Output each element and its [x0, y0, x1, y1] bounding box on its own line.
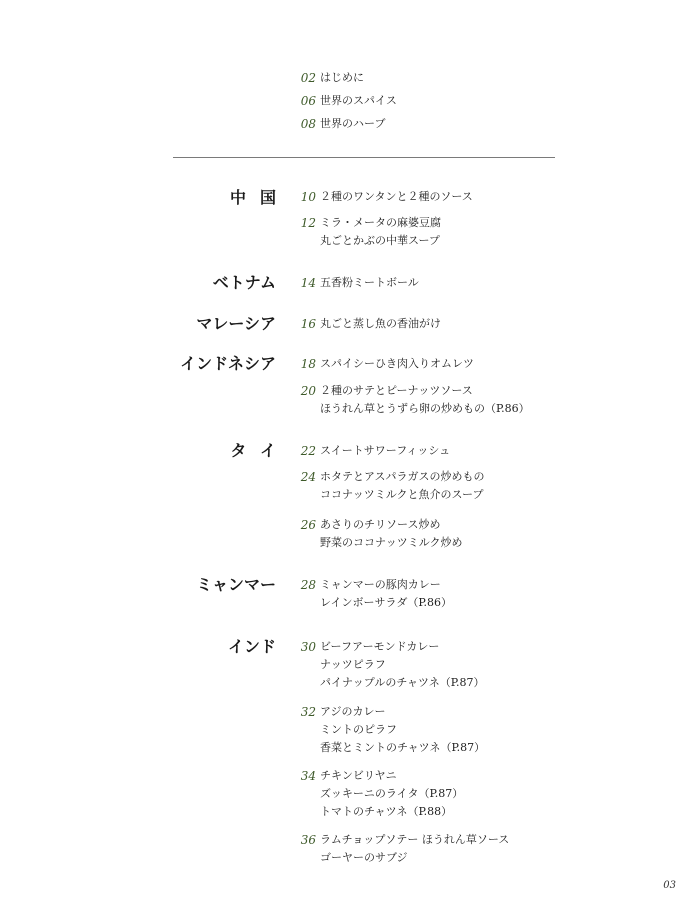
intro-entry[interactable]: [290, 92, 650, 110]
recipe-title: パイナップルのチャツネ（P.87）: [320, 676, 485, 689]
recipe-title: ビーフアーモンドカレー: [320, 640, 440, 653]
page-number: 06: [300, 94, 316, 108]
recipe-title: ミントのピラフ: [320, 723, 397, 736]
recipe-title: ゴーヤーのサブジ: [320, 851, 408, 864]
recipe-title: ズッキーニのライタ（P.87）: [320, 787, 464, 800]
country-heading-vietnam: ベトナム: [212, 273, 276, 292]
page-number: 16: [300, 317, 316, 331]
recipe-title: スパイシーひき肉入りオムレツ: [320, 357, 474, 370]
page-number: 36: [300, 833, 316, 847]
page-number: 28: [300, 578, 316, 592]
recipe-title: チキンビリヤニ: [320, 769, 397, 782]
recipe-title: ミャンマーの豚肉カレー: [320, 578, 441, 591]
page-number: 22: [300, 444, 316, 458]
recipe-title: アジのカレー: [320, 705, 386, 718]
page-number: 12: [300, 216, 316, 230]
page-number: 34: [300, 769, 316, 783]
page-number: 30: [300, 640, 316, 654]
page-number: 26: [300, 518, 316, 532]
country-heading-china: 中国: [229, 188, 290, 207]
recipe-title: ココナッツミルクと魚介のスープ: [320, 488, 484, 501]
page-number: 18: [300, 357, 316, 371]
recipe-title: ほうれん草とうずら卵の炒めもの（P.86）: [320, 402, 530, 415]
recipe-title: スイートサワーフィッシュ: [320, 444, 451, 457]
page-number: 14: [300, 276, 316, 290]
recipe-title: ナッツピラフ: [320, 658, 386, 671]
recipe-title: ２種のサテとピーナッツソース: [320, 384, 473, 397]
recipe-title: 五香粉ミートボール: [320, 276, 419, 289]
page-number: 32: [300, 705, 316, 719]
country-heading-malaysia: マレーシア: [196, 314, 276, 333]
intro-entry[interactable]: [290, 69, 650, 87]
divider: [173, 157, 555, 158]
page-folio: 03: [663, 880, 676, 891]
entry-title: 世界のハーブ: [320, 117, 386, 130]
page-number: 20: [300, 384, 316, 398]
recipe-title: ２種のワンタンと２種のソース: [320, 190, 473, 203]
page-number: 24: [300, 470, 316, 484]
entry-title: はじめに: [320, 71, 364, 84]
recipe-title: あさりのチリソース炒め: [320, 518, 441, 531]
recipe-title: 野菜のココナッツミルク炒め: [320, 536, 463, 549]
country-heading-thailand: タイ: [230, 441, 290, 460]
entry-title: 世界のスパイス: [320, 94, 397, 107]
recipe-title: 丸ごと蒸し魚の香油がけ: [320, 317, 441, 330]
country-heading-indonesia: インドネシア: [180, 354, 276, 373]
intro-entry[interactable]: [290, 115, 650, 133]
page-number: 08: [300, 117, 316, 131]
recipe-title: 香菜とミントのチャツネ（P.87）: [320, 741, 486, 754]
recipe-title: レインボーサラダ（P.86）: [320, 596, 453, 609]
recipe-title: トマトのチャツネ（P.88）: [320, 805, 453, 818]
page-number: 10: [300, 190, 316, 204]
recipe-title: ホタテとアスパラガスの炒めもの: [320, 470, 485, 483]
recipe-title: ミラ・メータの麻婆豆腐: [320, 216, 441, 229]
recipe-title: 丸ごとかぶの中華スープ: [320, 234, 440, 247]
country-heading-india: インド: [227, 637, 276, 656]
country-heading-myanmar: ミャンマー: [196, 575, 276, 594]
page-number: 02: [300, 71, 316, 85]
recipe-title: ラムチョップソテー ほうれん草ソース: [320, 833, 510, 846]
